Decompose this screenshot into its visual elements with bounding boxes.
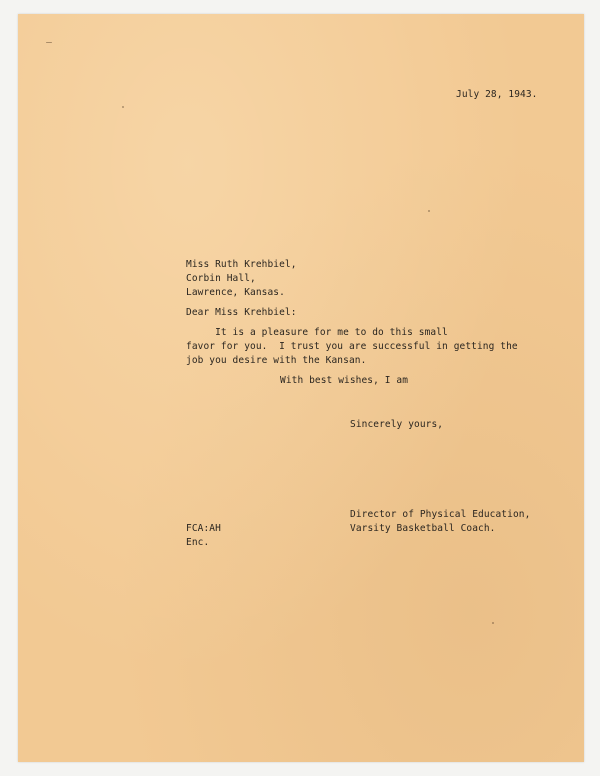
salutation: Dear Miss Krehbiel: (186, 307, 297, 318)
paper-speck (428, 210, 430, 212)
reference-initials: FCA:AH (186, 523, 221, 534)
recipient-name: Miss Ruth Krehbiel, (186, 259, 297, 270)
recipient-hall: Corbin Hall, (186, 273, 256, 284)
paper-speck (492, 622, 494, 624)
closing-wish: With best wishes, I am (280, 375, 409, 386)
enclosure-notation: Enc. (186, 537, 210, 548)
paper-speck (122, 106, 124, 108)
letter-date: July 28, 1943. (456, 89, 538, 100)
recipient-address (186, 258, 297, 300)
reference-block (186, 522, 221, 550)
signature-title-line: Varsity Basketball Coach. (350, 523, 496, 534)
paper-speck (46, 42, 52, 43)
letter-sheet (18, 14, 584, 762)
letter-body (186, 326, 518, 368)
signature-block (350, 508, 530, 536)
signature-title-line: Director of Physical Education, (350, 509, 531, 520)
recipient-city: Lawrence, Kansas. (186, 287, 285, 298)
complimentary-close: Sincerely yours, (350, 419, 444, 430)
body-line: It is a pleasure for me to do this small (186, 327, 448, 338)
body-line: job you desire with the Kansan. (186, 355, 367, 366)
body-line: favor for you. I trust you are successful in getting the (186, 341, 518, 352)
